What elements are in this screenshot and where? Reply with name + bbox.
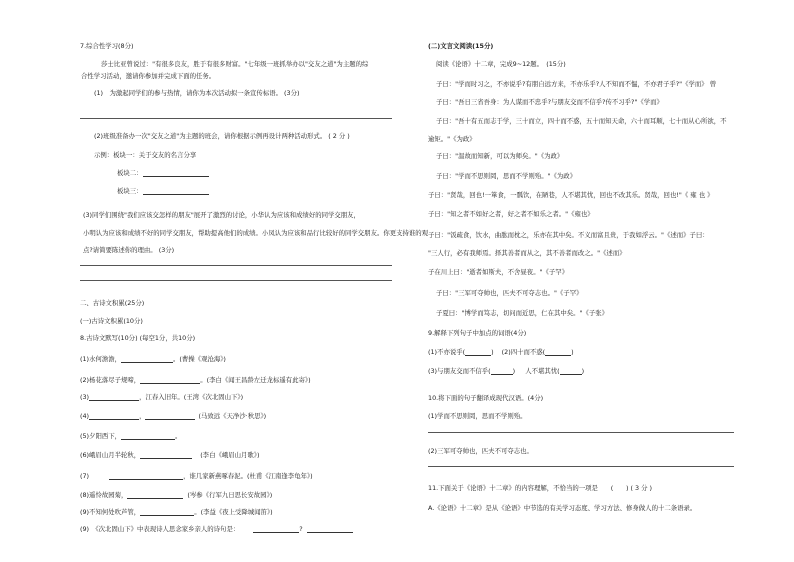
q7-3-line3: 点?请简要陈述你的理由。 (3分): [83, 246, 175, 254]
q8-item5-prefix: (5)夕阳西下，: [80, 432, 122, 440]
passage10: 子夏曰："博学而笃志，切问而近思，仁在其中矣。"《子张》: [436, 309, 609, 317]
q8-item5-blank[interactable]: [121, 433, 175, 440]
q10-sentence1: (1)学而不思则罔，思而不学则殆。: [428, 412, 527, 420]
passage6: 子曰："知之者不如好之者，好之者不如乐之者。"《雍也》: [428, 210, 594, 218]
q7-intro-line2: 合性学习活动，邀请你参加并完成下面的任务。: [81, 72, 216, 80]
block2-label: 板块二：: [117, 169, 143, 177]
q11-title: 11.下面关于《论语》十二章》的内容理解，不恰当的一项是 ( ) ( 3 分 ): [428, 484, 653, 492]
q8-item6: [80, 451, 260, 459]
q8-item10: [80, 525, 353, 533]
passage7-line2: "三人行，必有我师焉。择其善者而从之，其不善者而改之。"《述而》: [428, 249, 626, 257]
q9-item1-blank[interactable]: [465, 349, 491, 356]
q8-item2-prefix: (2)杨花落尽子规啼，: [80, 376, 141, 384]
passage8: 子在川上曰："逝者如斯夫，不舍昼夜。"《子罕》: [428, 268, 569, 276]
block2-blank[interactable]: [143, 170, 209, 177]
q10-1-answer-line[interactable]: [428, 432, 734, 433]
q8-item5: (5)夕阳西下， 。: [80, 432, 182, 440]
subsection1-title: (一)古诗文积累(10分): [80, 317, 143, 325]
q11-option-a: A.《论语》十二章》是从《论语》中节选的有关学习态度、学习方法、修身做人的十二条语录。: [428, 504, 697, 512]
passage2-line1: 子曰："吾十有五而志于学，三十而立，四十而不惑，五十而知天命，六十而耳顺，七十而从心所欲，不: [436, 117, 727, 125]
q8-item9: [80, 508, 273, 516]
q8-item6-source: (李白《峨眉山月歌》): [200, 451, 260, 459]
q8-item7-source: ，谁几家新燕啄春泥。(杜甫《江南逢李龟年》): [183, 472, 313, 480]
q7-3-line2: 小明认为应该和成绩不好的同学交朋友，帮助提高他们的成绩。小凤认为应该和品行比较好的同学交朋友。你更支持谁的观: [83, 229, 429, 237]
q9-item2: (2)四十而不惑(: [501, 348, 546, 356]
q10-title: 10.将下面的句子翻译成现代汉语。(4分): [428, 394, 544, 402]
q8-item4-blank-a[interactable]: [89, 413, 139, 420]
q7-2-question: (2)班级准备办一次"交友之道"为主题的班会，请你根据示例再设计两种活动形式。 ( 2 分 ): [94, 132, 350, 140]
q8-item9-source: 。(李益《夜上受降城闻笛》): [194, 508, 273, 516]
q8-item2-source: 。(李白《闻王昌龄左迁龙标遥有此寄》): [200, 376, 311, 384]
q7-2-example: 示例：板块一：关于交友的名言分享: [94, 151, 197, 159]
reading-intro: 阅读《论语》十二章，完成9~12题。 (15分): [436, 60, 566, 68]
q8-item7-prefix: (7): [80, 472, 90, 480]
q8-item9-blank[interactable]: [140, 509, 194, 516]
block3-label: 板块三：: [117, 187, 143, 195]
q8-item8: [80, 491, 272, 499]
q9-item3: (3)与朋友交而不信乎(: [428, 367, 491, 375]
q7-1-question: (1) 为激起同学们的参与热情，请你为本次活动拟一条宣传标语。 (3分): [94, 89, 300, 97]
q8-item10-qmark: ?: [299, 525, 303, 533]
q9-item3-blank[interactable]: [491, 368, 513, 375]
q8-item1-source: 。(曹操《观沧海》): [173, 355, 226, 363]
q9-item2-close: ): [571, 348, 574, 356]
q8-item2-blank[interactable]: [140, 377, 200, 384]
q9-item1: (1)不亦说乎(: [428, 348, 466, 356]
section2-title: 二、古诗文积累(25分): [80, 299, 145, 307]
passage7-line1: 子曰："饭疏食，饮水，曲肱而枕之，乐亦在其中矣。不义而富且贵，于我如浮云。"《述而》子曰：: [428, 231, 709, 239]
q10-2-answer-line[interactable]: [428, 466, 734, 467]
q8-item10-blank-a[interactable]: [253, 526, 299, 533]
q8-item10-prefix: (9) 《次北固山下》中表现诗人思念家乡亲人的诗句是：: [80, 525, 240, 533]
q9-item4: 人不堪其忧(: [525, 367, 560, 375]
q9-row1: [428, 348, 574, 356]
q8-item7: [80, 472, 313, 480]
q7-1-answer-line[interactable]: [80, 118, 392, 119]
q8-item8-source: (岑参《行军九日思长安故园》): [187, 491, 273, 499]
q9-item4-blank[interactable]: [560, 368, 582, 375]
q9-title: 9.解释下列句子中加点的词语(4分): [428, 329, 527, 337]
q9-item4-close: ): [581, 367, 585, 375]
q10-sentence2: (2)三军可夺帅也，匹夫不可夺志也。: [428, 447, 533, 455]
q8-item8-blank[interactable]: [127, 492, 183, 499]
q8-item1-prefix: (1)水何澹澹，: [80, 355, 122, 363]
q8-item3: (3) ，江春入旧年。(王湾《次北固山下》): [80, 393, 244, 401]
q7-2-block2: [117, 169, 209, 177]
subsection2-title: (二)文言文阅读(15分): [428, 42, 494, 50]
q9-item3-close: ): [512, 367, 516, 375]
passage9: 子曰："三军可夺帅也，匹夫不可夺志也。"《子罕》: [436, 289, 583, 297]
q8-item6-blank[interactable]: [140, 452, 192, 459]
q9-item1-close: ): [491, 348, 494, 356]
q8-item6-prefix: (6)峨眉山月半轮秋，: [80, 451, 141, 459]
passage1-line1: 子曰："学而时习之，不亦说乎?有朋自远方来，不亦乐乎?人不知而不愠，不亦君子乎?"《学而》 曾: [436, 80, 717, 88]
passage4: 子曰："学而不思则罔，思而不学则殆。"《为政》: [436, 172, 577, 180]
q7-3-answer-line2[interactable]: [80, 280, 392, 281]
passage1-line2: 子曰："吾日三省吾身：为人谋而不忠乎?与朋友交而不信乎?传不习乎?"《学而》: [436, 98, 663, 106]
q7-3-answer-line1[interactable]: [80, 265, 392, 266]
passage3: 子曰："温故而知新，可以为师矣。"《为政》: [436, 152, 564, 160]
block3-blank[interactable]: [143, 188, 209, 195]
q8-item9-prefix: (9)不知何处吹芦管，: [80, 508, 141, 516]
q8-title: 8.古诗文默写(10分) (每空1分，共10分): [80, 334, 196, 342]
q8-item3-source: ，江春入旧年。(王湾《次北固山下》): [139, 393, 244, 401]
q7-3-line1: (3)同学们围绕"我们应该交怎样的朋友"展开了激烈的讨论，小华认为应该和成绩好的同学交朋友，: [83, 211, 360, 219]
q8-item4-source: (马致远《天净沙·秋思》): [198, 412, 267, 420]
q8-item2: [80, 376, 311, 384]
q9-row2: [428, 367, 584, 375]
q8-item4: (4) ， (马致远《天净沙·秋思》): [80, 412, 267, 420]
passage2-line2: 逾矩。"《为政》: [428, 135, 476, 143]
q8-item3-blank[interactable]: [89, 394, 139, 401]
q8-item10-blank-b[interactable]: [307, 526, 353, 533]
q9-item2-blank[interactable]: [545, 349, 571, 356]
q8-item1: [80, 355, 226, 363]
q8-item4-prefix: (4): [80, 412, 90, 420]
q7-2-block3: [117, 187, 209, 195]
passage5: 子曰："贤哉，回也!一箪食，一瓢饮，在陋巷，人不堪其忧，回也不改其乐。贤哉，回也!"《 雍 也 》: [428, 191, 714, 199]
q7-title: 7.综合性学习(8分): [80, 42, 134, 50]
q7-intro-line1: 莎士比亚曾说过："有很多良友，胜于有很多财富。"七年级一班抓举办以"交友之道"为主题的综: [101, 60, 369, 68]
q8-item7-blank[interactable]: [109, 473, 183, 480]
q8-item1-blank[interactable]: [121, 356, 173, 363]
q8-item8-prefix: (8)遥怜故园菊，: [80, 491, 128, 499]
q8-item4-blank-b[interactable]: [145, 413, 195, 420]
